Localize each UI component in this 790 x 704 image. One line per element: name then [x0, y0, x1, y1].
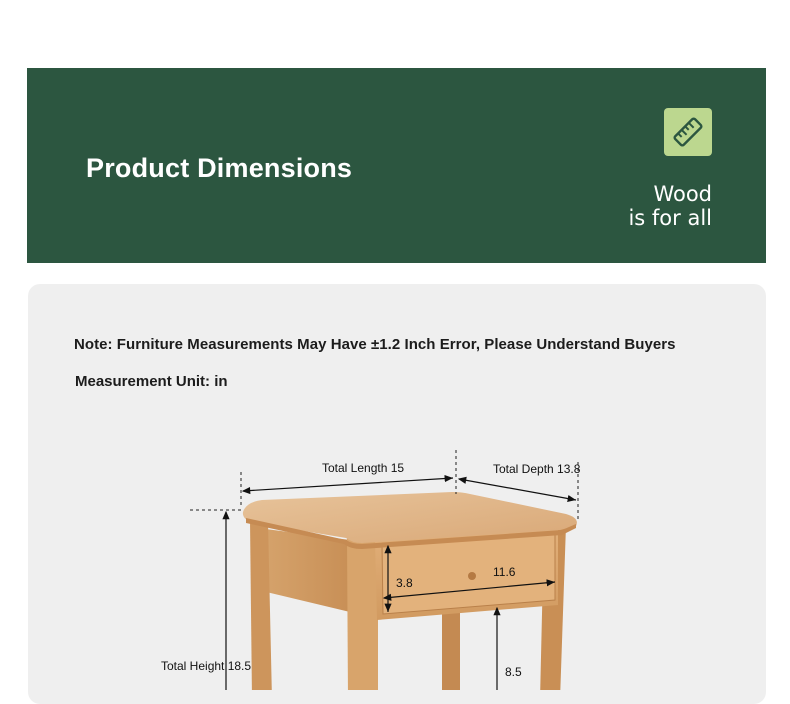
- nightstand-illustration: [243, 492, 577, 690]
- banner-title: Product Dimensions: [86, 153, 353, 183]
- total-height-label: Total Height 18.5: [161, 659, 252, 673]
- drawer-width-label: 11.6: [493, 565, 516, 579]
- total-length-label: Total Length 15: [322, 461, 405, 475]
- length-line: [243, 478, 453, 491]
- error-note: Note: Furniture Measurements May Have ±1.2 Inch Error, Please Understand Buyers: [74, 336, 676, 353]
- drawer-height-label: 3.8: [396, 576, 413, 590]
- clearance-label: 8.5: [505, 665, 522, 679]
- tagline-line-1: Wood: [653, 182, 712, 206]
- tagline-line-2: is for all: [628, 206, 712, 230]
- measurement-unit: Measurement Unit: in: [75, 373, 228, 390]
- total-depth-label: Total Depth 13.8: [493, 462, 581, 476]
